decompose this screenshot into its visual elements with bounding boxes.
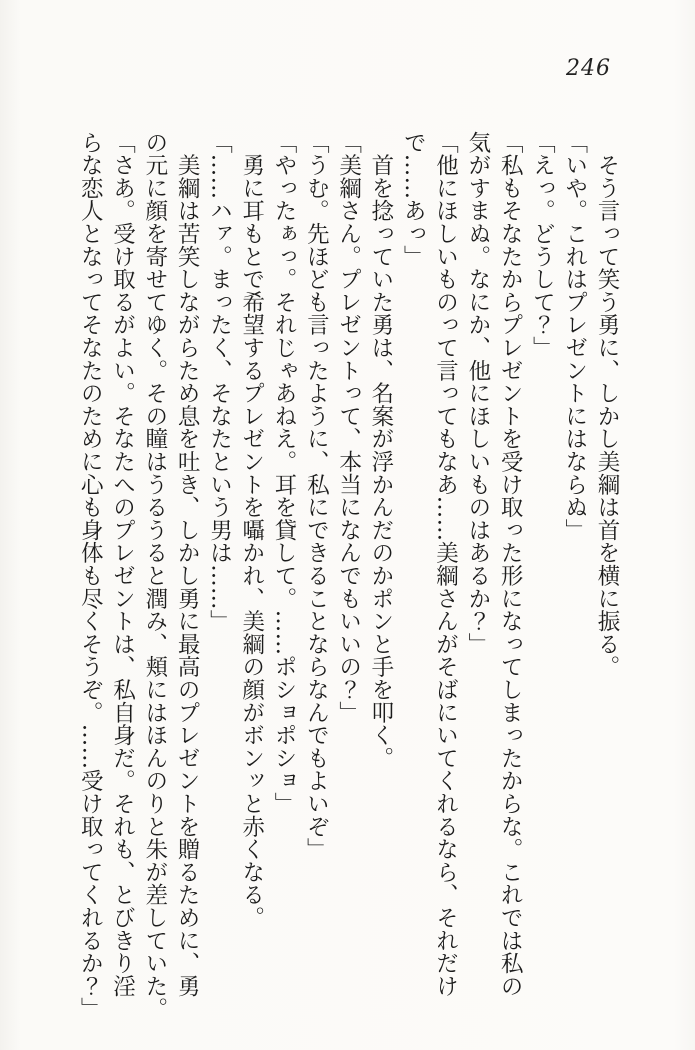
text-line: 「他にほしいものって言ってもなあ……美綱さんがそばにいてくれるなら、それだけ: [432, 131, 459, 998]
text-line: 気がすまぬ。なにか、他にほしいものはあるか？」: [464, 131, 491, 656]
text-line: 「……ハァ。まったく、そなたという男は……」: [206, 131, 233, 633]
text-line: 「いや。これはプレゼントにはならぬ」: [561, 131, 588, 542]
page-number: 246: [566, 56, 611, 81]
text-line: 勇に耳もとで希望するプレゼントを囁かれ、美綱の顔がボンッと赤くなる。: [238, 131, 265, 929]
text-line: 美綱は苦笑しながらため息を吐き、しかし勇に最高のプレゼントを贈るために、勇: [174, 131, 201, 998]
text-line: の元に顔を寄せてゆく。その瞳はうるうると潤み、頬にはほんのりと朱が差していた。: [141, 131, 168, 1021]
text-line: 「美綱さん。プレゼントって、本当になんでもいいの？」: [335, 131, 362, 724]
text-line: らな恋人となってそなたのために心も身体も尽くそうぞ。……受け取ってくれるか？」: [77, 131, 104, 1021]
text-block: [74, 131, 623, 1021]
text-line: 「さあ。受け取るがよい。そなたへのプレゼントは、私自身だ。それも、とびきり淫: [109, 131, 136, 998]
text-line: 「えっ。どうして？」: [529, 131, 556, 359]
text-line: 首を捻っていた勇は、名案が浮かんだのかポンと手を叩く。: [367, 131, 394, 770]
text-line: 「うむ。先ほども言ったように、私にできることならなんでもよいぞ」: [303, 131, 330, 861]
text-line: そう言って笑う勇に、しかし美綱は首を横に振る。: [594, 131, 620, 679]
text-line: 「やったぁっ。それじゃあねえ。耳を貸して。……ポショポショ」: [271, 131, 298, 815]
text-line: で……あっ」: [400, 131, 427, 268]
text-line: 「私もそなたからプレゼントを受け取った形になってしまったからな。これでは私の: [497, 131, 524, 998]
